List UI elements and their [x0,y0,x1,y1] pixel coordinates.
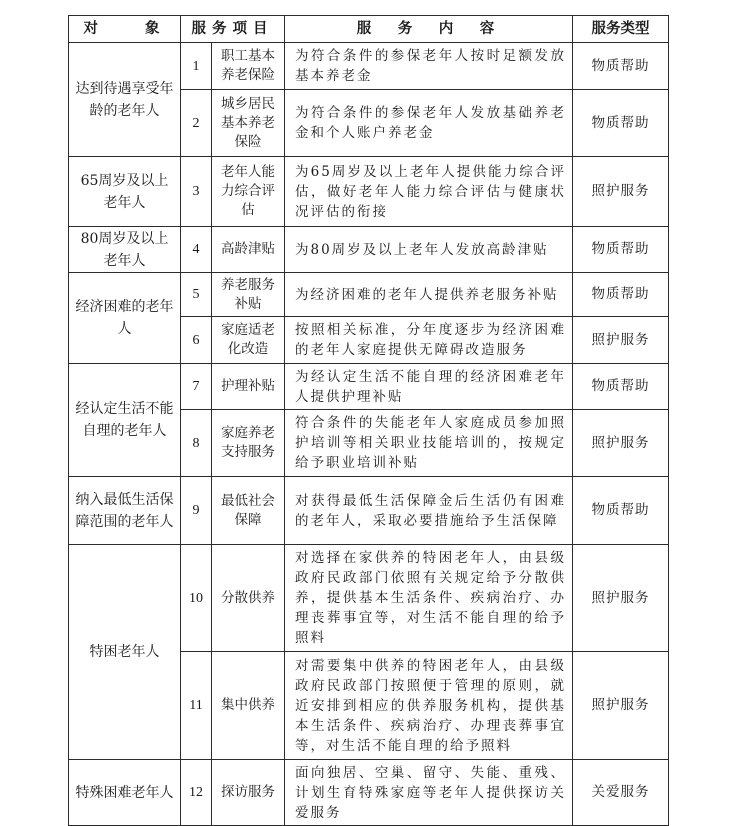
target-group: 纳入最低生活保障范围的老年人 [69,477,181,545]
service-content: 为符合条件的参保老年人按时足额发放基本养老金 [285,43,573,90]
service-item: 集中供养 [212,652,285,760]
row-number: 1 [181,43,212,90]
row-number: 3 [181,157,212,227]
service-item: 养老服务补贴 [212,273,285,317]
service-item: 分散供养 [212,545,285,652]
service-item: 护理补贴 [212,364,285,410]
header-service-item: 服务项目 [181,16,285,43]
row-number: 12 [181,760,212,826]
target-group: 特殊困难老年人 [69,760,181,826]
row-number: 4 [181,227,212,273]
service-type: 物质帮助 [573,227,669,273]
elderly-services-table [68,15,669,826]
service-type: 关爱服务 [573,760,669,826]
service-content: 对获得最低生活保障金后生活仍有困难的老年人，采取必要措施给予生活保障 [285,477,573,545]
services-table-sheet [68,15,668,821]
service-content: 对选择在家供养的特困老年人，由县级政府民政部门依照有关规定给予分散供养，提供基本生活条件、疾病治疗、办理丧葬事宜等，对生活不能自理的给予照料 [285,545,573,652]
target-group: 达到待遇享受年龄的老年人 [69,43,181,157]
table-row [69,227,669,273]
target-group: 特困老年人 [69,545,181,760]
target-group: 65周岁及以上老年人 [69,157,181,227]
service-type: 照护服务 [573,545,669,652]
row-number: 11 [181,652,212,760]
table-row [69,760,669,826]
table-row [69,43,669,90]
table-row [69,477,669,545]
service-content: 对需要集中供养的特困老年人，由县级政府民政部门按照便于管理的原则，就近安排到相应的供养服务机构，提供基本生活条件、疾病治疗、办理丧葬事宜等，对生活不能自理的给予照料 [285,652,573,760]
header-target: 对 象 [69,16,181,43]
header-row [69,16,669,43]
row-number: 8 [181,410,212,477]
target-group: 80周岁及以上老年人 [69,227,181,273]
row-number: 6 [181,317,212,364]
service-type: 照护服务 [573,410,669,477]
table-row [69,364,669,410]
row-number: 7 [181,364,212,410]
table-row [69,545,669,652]
header-service-content: 服 务 内 容 [285,16,573,43]
service-content: 为65周岁及以上老年人提供能力综合评估，做好老年人能力综合评估与健康状况评估的衔接 [285,157,573,227]
service-type: 物质帮助 [573,273,669,317]
service-content: 按照相关标准，分年度逐步为经济困难的老年人家庭提供无障碍改造服务 [285,317,573,364]
table-row [69,157,669,227]
service-type: 照护服务 [573,317,669,364]
service-item: 城乡居民基本养老保险 [212,90,285,157]
service-item: 老年人能力综合评估 [212,157,285,227]
service-item: 最低社会保障 [212,477,285,545]
row-number: 5 [181,273,212,317]
target-group: 经济困难的老年人 [69,273,181,364]
row-number: 10 [181,545,212,652]
service-item: 家庭适老化改造 [212,317,285,364]
service-content: 为80周岁及以上老年人发放高龄津贴 [285,227,573,273]
service-item: 职工基本养老保险 [212,43,285,90]
service-item: 探访服务 [212,760,285,826]
service-type: 物质帮助 [573,43,669,90]
service-item: 家庭养老支持服务 [212,410,285,477]
header-service-type: 服务类型 [573,16,669,43]
service-content: 为经济困难的老年人提供养老服务补贴 [285,273,573,317]
table-row [69,273,669,317]
service-type: 照护服务 [573,157,669,227]
service-content: 为经认定生活不能自理的经济困难老年人提供护理补贴 [285,364,573,410]
service-type: 物质帮助 [573,364,669,410]
service-item: 高龄津贴 [212,227,285,273]
service-type: 物质帮助 [573,477,669,545]
row-number: 2 [181,90,212,157]
service-type: 物质帮助 [573,90,669,157]
service-content: 为符合条件的参保老年人发放基础养老金和个人账户养老金 [285,90,573,157]
service-content: 符合条件的失能老年人家庭成员参加照护培训等相关职业技能培训的，按规定给予职业培训补贴 [285,410,573,477]
service-type: 照护服务 [573,652,669,760]
service-content: 面向独居、空巢、留守、失能、重残、计划生育特殊家庭等老年人提供探访关爱服务 [285,760,573,826]
target-group: 经认定生活不能自理的老年人 [69,364,181,477]
row-number: 9 [181,477,212,545]
